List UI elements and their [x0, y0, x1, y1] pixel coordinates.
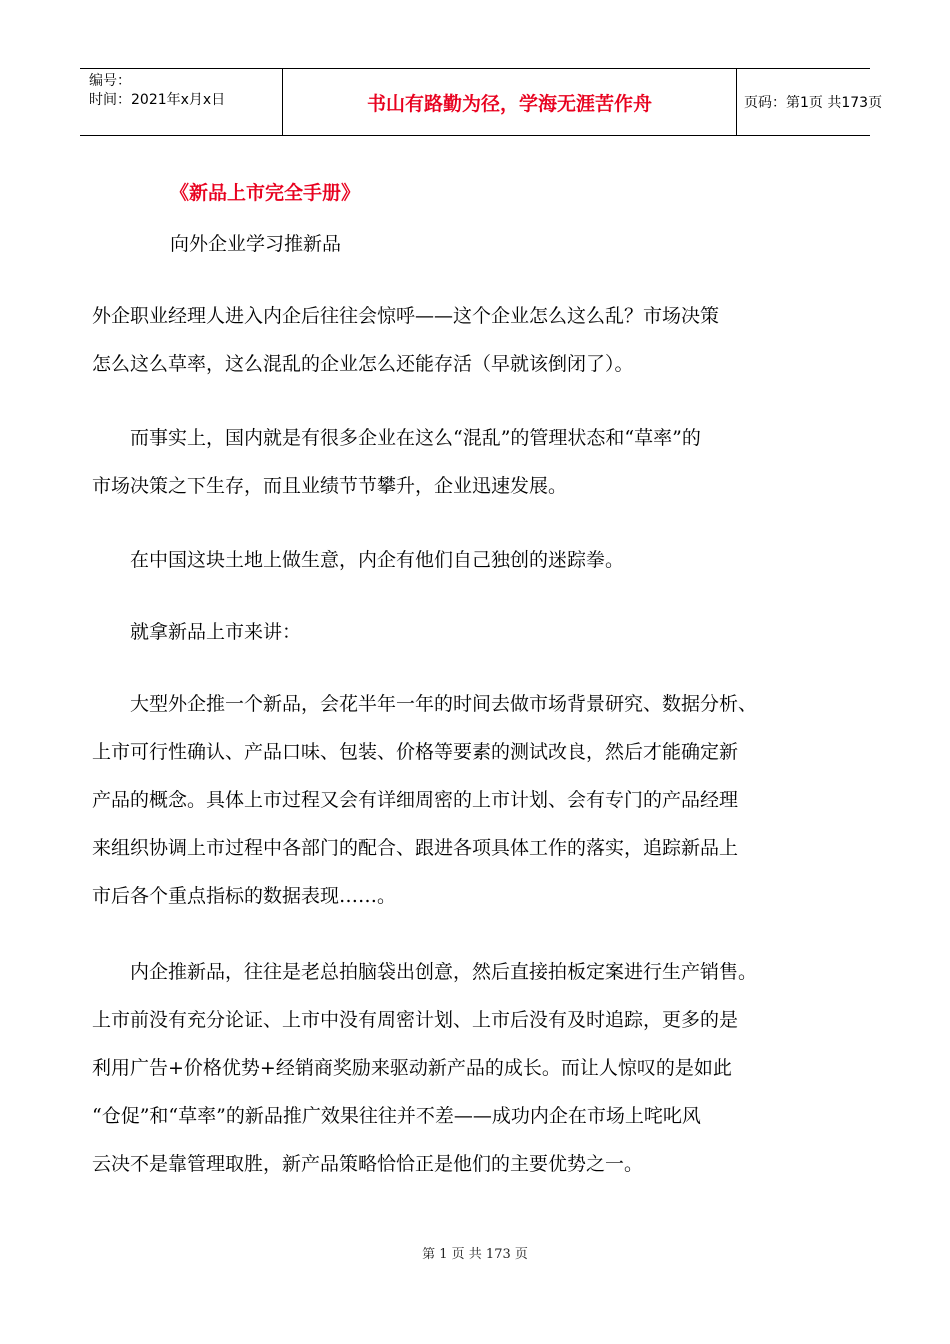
paragraph-line: 产品的概念。具体上市过程又会有详细周密的上市计划、会有专门的产品经理	[92, 789, 739, 811]
header-motto: 书山有路勤为径，学海无涯苦作舟	[366, 93, 652, 115]
page-footer: 第 1 页 共 173 页	[422, 1247, 528, 1262]
header-motto-cell	[282, 69, 737, 135]
paragraph-line: 市场决策之下生存，而且业绩节节攀升，企业迅速发展。	[92, 475, 568, 497]
document-date-label: 时间：2021年x月x日	[89, 92, 226, 108]
paragraph-2	[92, 414, 701, 510]
paragraph-line: 而事实上，国内就是有很多企业在这么“混乱”的管理状态和“草率”的	[92, 427, 701, 449]
paragraph-5	[92, 680, 757, 920]
document-header	[80, 68, 883, 136]
paragraph-line: 上市可行性确认、产品口味、包装、价格等要素的测试改良，然后才能确定新	[92, 741, 739, 763]
paragraph-line: 云决不是靠管理取胜，新产品策略恰恰正是他们的主要优势之一。	[92, 1153, 644, 1175]
paragraph-line: 外企职业经理人进入内企后往往会惊呼——这个企业怎么这么乱？市场决策	[92, 305, 720, 327]
paragraph-line: 就拿新品上市来讲：	[92, 621, 302, 643]
paragraph-3	[92, 536, 624, 584]
paragraph-line: 上市前没有充分论证、上市中没有周密计划、上市后没有及时追踪，更多的是	[92, 1009, 739, 1031]
paragraph-line: 市后各个重点指标的数据表现……。	[92, 885, 397, 907]
header-page-cell	[737, 69, 883, 135]
header-page-info: 页码：第1页 共173页	[744, 95, 883, 111]
paragraph-line: 在中国这块土地上做生意，内企有他们自己独创的迷踪拳。	[92, 549, 625, 571]
paragraph-1	[92, 292, 719, 388]
paragraph-line: 怎么这么草率，这么混乱的企业怎么还能存活（早就该倒闭了）。	[92, 353, 634, 375]
header-meta-cell	[80, 69, 282, 135]
document-number-label: 编号：	[89, 73, 131, 89]
document-subtitle: 向外企业学习推新品	[170, 233, 342, 255]
paragraph-line: 来组织协调上市过程中各部门的配合、跟进各项具体工作的落实，追踪新品上	[92, 837, 739, 859]
paragraph-4	[92, 608, 301, 656]
paragraph-6	[92, 948, 757, 1188]
paragraph-line: 利用广告+价格优势+经销商奖励来驱动新产品的成长。而让人惊叹的是如此	[92, 1057, 732, 1079]
document-title: 《新品上市完全手册》	[170, 182, 361, 204]
paragraph-line: “仓促”和“草率”的新品推广效果往往并不差——成功内企在市场上咤叱风	[92, 1105, 701, 1127]
paragraph-line: 内企推新品，往往是老总拍脑袋出创意，然后直接拍板定案进行生产销售。	[92, 961, 758, 983]
paragraph-line: 大型外企推一个新品，会花半年一年的时间去做市场背景研究、数据分析、	[92, 693, 758, 715]
